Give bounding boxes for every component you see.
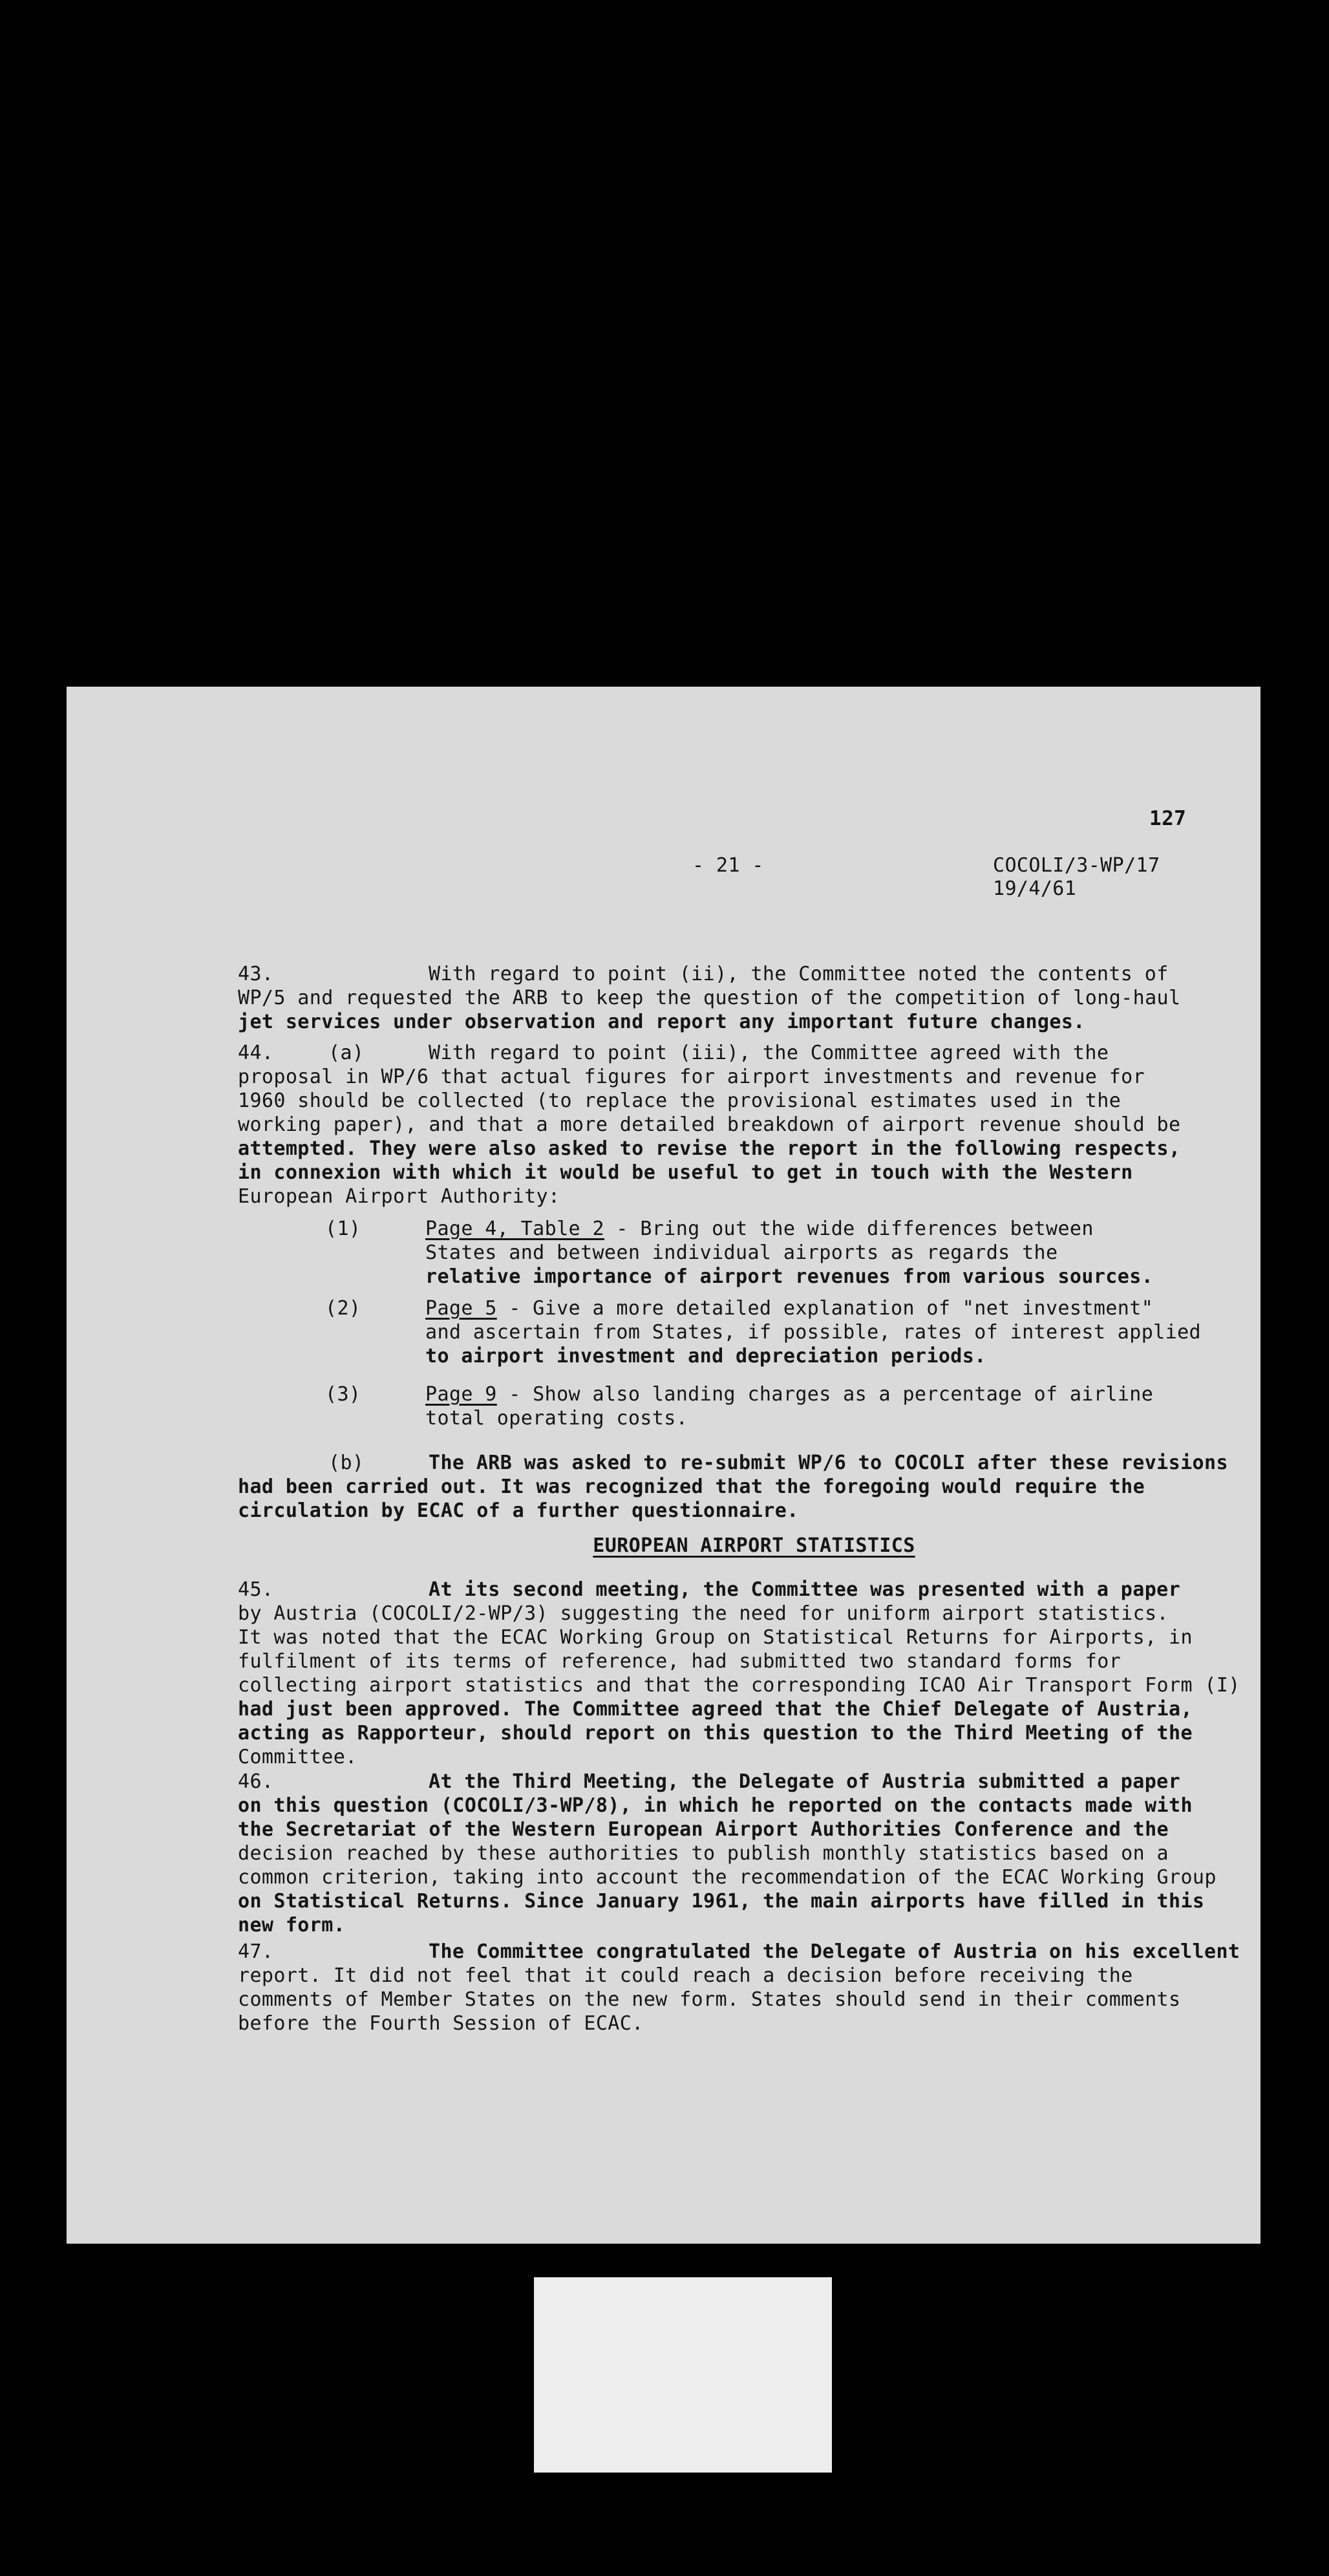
paragraph-47-line: comments of Member States on the new form. States should send in their comments xyxy=(238,1988,1181,2011)
paragraph-44-line: With regard to point (iii), the Committee agreed with the xyxy=(429,1042,1109,1064)
document-page xyxy=(67,687,1260,2244)
paragraph-44b-line: circulation by ECAC of a further questionnaire. xyxy=(238,1499,799,1522)
paragraph-43-line: jet services under observation and report any important future changes. xyxy=(238,1011,1085,1033)
paragraph-44b-line: The ARB was asked to re-submit WP/6 to COCOLI after these revisions xyxy=(429,1452,1228,1474)
paragraph-47-line: The Committee congratulated the Delegate of Austria on his excellent xyxy=(429,1940,1240,1963)
paragraph-number-44: 44. xyxy=(238,1042,274,1064)
paragraph-number-46: 46. xyxy=(238,1770,274,1793)
section-heading-text: EUROPEAN AIRPORT STATISTICS xyxy=(593,1534,915,1557)
paragraph-46-line: on Statistical Returns. Since January 1961, the main airports have filled in this xyxy=(238,1890,1205,1913)
item-3-line: - Show also landing charges as a percentage of airline xyxy=(496,1383,1154,1406)
paragraph-46-line: decision reached by these authorities to publish monthly statistics based on a xyxy=(238,1842,1169,1865)
paragraph-47-line: report. It did not feel that it could reach a decision before receiving the xyxy=(238,1964,1133,1987)
paragraph-45-line: fulfilment of its terms of reference, had submitted two standard forms for xyxy=(238,1650,1122,1673)
paragraph-44b xyxy=(238,1451,1295,1523)
paragraph-44-line: 1960 should be collected (to replace the provisional estimates used in the xyxy=(238,1089,1122,1112)
page-number: 127 xyxy=(1149,807,1187,830)
item-2-number: (2) xyxy=(325,1297,361,1320)
paragraph-47-line: before the Fourth Session of ECAC. xyxy=(238,2012,644,2035)
item-3-number: (3) xyxy=(325,1383,361,1406)
item-1-line: relative importance of airport revenues from various sources. xyxy=(425,1265,1154,1288)
item-1-line: States and between individual airports as regards the xyxy=(425,1241,1058,1264)
paragraph-46-line: new form. xyxy=(238,1914,346,1937)
paragraph-47 xyxy=(238,1940,1295,2035)
item-2-page-reference: Page 5 xyxy=(425,1297,497,1320)
paragraph-43 xyxy=(238,962,1295,1034)
paragraph-45-line: by Austria (COCOLI/2-WP/3) suggesting the need for uniform airport statistics. xyxy=(238,1602,1169,1625)
blank-card xyxy=(534,2277,832,2473)
paragraph-45-line: At its second meeting, the Committee was presented with a paper xyxy=(429,1578,1181,1601)
subparagraph-b-label: (b) xyxy=(328,1452,365,1474)
paragraph-44-line: proposal in WP/6 that actual figures for airport investments and revenue for xyxy=(238,1066,1145,1088)
paragraph-45-line: acting as Rapporteur, should report on this question to the Third Meeting of the xyxy=(238,1722,1193,1744)
paragraph-44-line: working paper), and that a more detailed breakdown of airport revenue should be xyxy=(238,1113,1181,1136)
paragraph-46-line: At the Third Meeting, the Delegate of Austria submitted a paper xyxy=(429,1770,1181,1793)
section-heading xyxy=(67,1534,1260,1558)
document-date: 19/4/61 xyxy=(993,877,1077,900)
item-1-number: (1) xyxy=(325,1218,361,1240)
paragraph-46 xyxy=(238,1770,1295,1937)
paragraph-46-line: on this question (COCOLI/3-WP/8), in which he reported on the contacts made with xyxy=(238,1794,1193,1817)
document-reference: COCOLI/3-WP/17 xyxy=(993,854,1160,877)
item-3 xyxy=(425,1382,1266,1430)
paragraph-44-line: European Airport Authority: xyxy=(238,1185,560,1208)
paragraph-45-line: It was noted that the ECAC Working Group on Statistical Returns for Airports, in xyxy=(238,1626,1193,1649)
item-1 xyxy=(425,1217,1266,1289)
item-2 xyxy=(425,1296,1266,1368)
paragraph-number-45: 45. xyxy=(238,1578,274,1601)
paragraph-43-line: With regard to point (ii), the Committee noted the contents of xyxy=(429,963,1169,985)
page-marker: - 21 - xyxy=(692,854,764,877)
item-3-page-reference: Page 9 xyxy=(425,1383,497,1406)
item-2-line: - Give a more detailed explanation of "net investment" xyxy=(496,1297,1154,1320)
item-2-line: to airport investment and depreciation periods. xyxy=(425,1345,986,1368)
paragraph-43-line: WP/5 and requested the ARB to keep the question of the competition of long-haul xyxy=(238,987,1181,1009)
paragraph-number-47: 47. xyxy=(238,1940,274,1963)
paragraph-44a xyxy=(238,1041,1295,1208)
paragraph-44b-line: had been carried out. It was recognized that the foregoing would require the xyxy=(238,1476,1145,1498)
paragraph-44-line: in connexion with which it would be useful to get in touch with the Western xyxy=(238,1161,1133,1184)
paragraph-45 xyxy=(238,1578,1295,1769)
item-3-line: total operating costs. xyxy=(425,1407,688,1430)
paragraph-46-line: the Secretariat of the Western European Airport Authorities Conference and the xyxy=(238,1818,1169,1841)
paragraph-45-line: had just been approved. The Committee agreed that the Chief Delegate of Austria, xyxy=(238,1698,1193,1721)
subparagraph-a-label: (a) xyxy=(328,1042,365,1064)
paragraph-45-line: collecting airport statistics and that the corresponding ICAO Air Transport Form (I) xyxy=(238,1674,1240,1697)
paragraph-45-line: Committee. xyxy=(238,1746,357,1768)
item-1-line: - Bring out the wide differences between xyxy=(604,1218,1094,1240)
paragraph-44-line: attempted. They were also asked to revise the report in the following respects, xyxy=(238,1137,1181,1160)
item-2-line: and ascertain from States, if possible, rates of interest applied xyxy=(425,1321,1201,1344)
paragraph-number-43: 43. xyxy=(238,963,274,985)
paragraph-46-line: common criterion, taking into account the recommendation of the ECAC Working Group xyxy=(238,1866,1217,1889)
item-1-page-reference: Page 4, Table 2 xyxy=(425,1218,604,1240)
